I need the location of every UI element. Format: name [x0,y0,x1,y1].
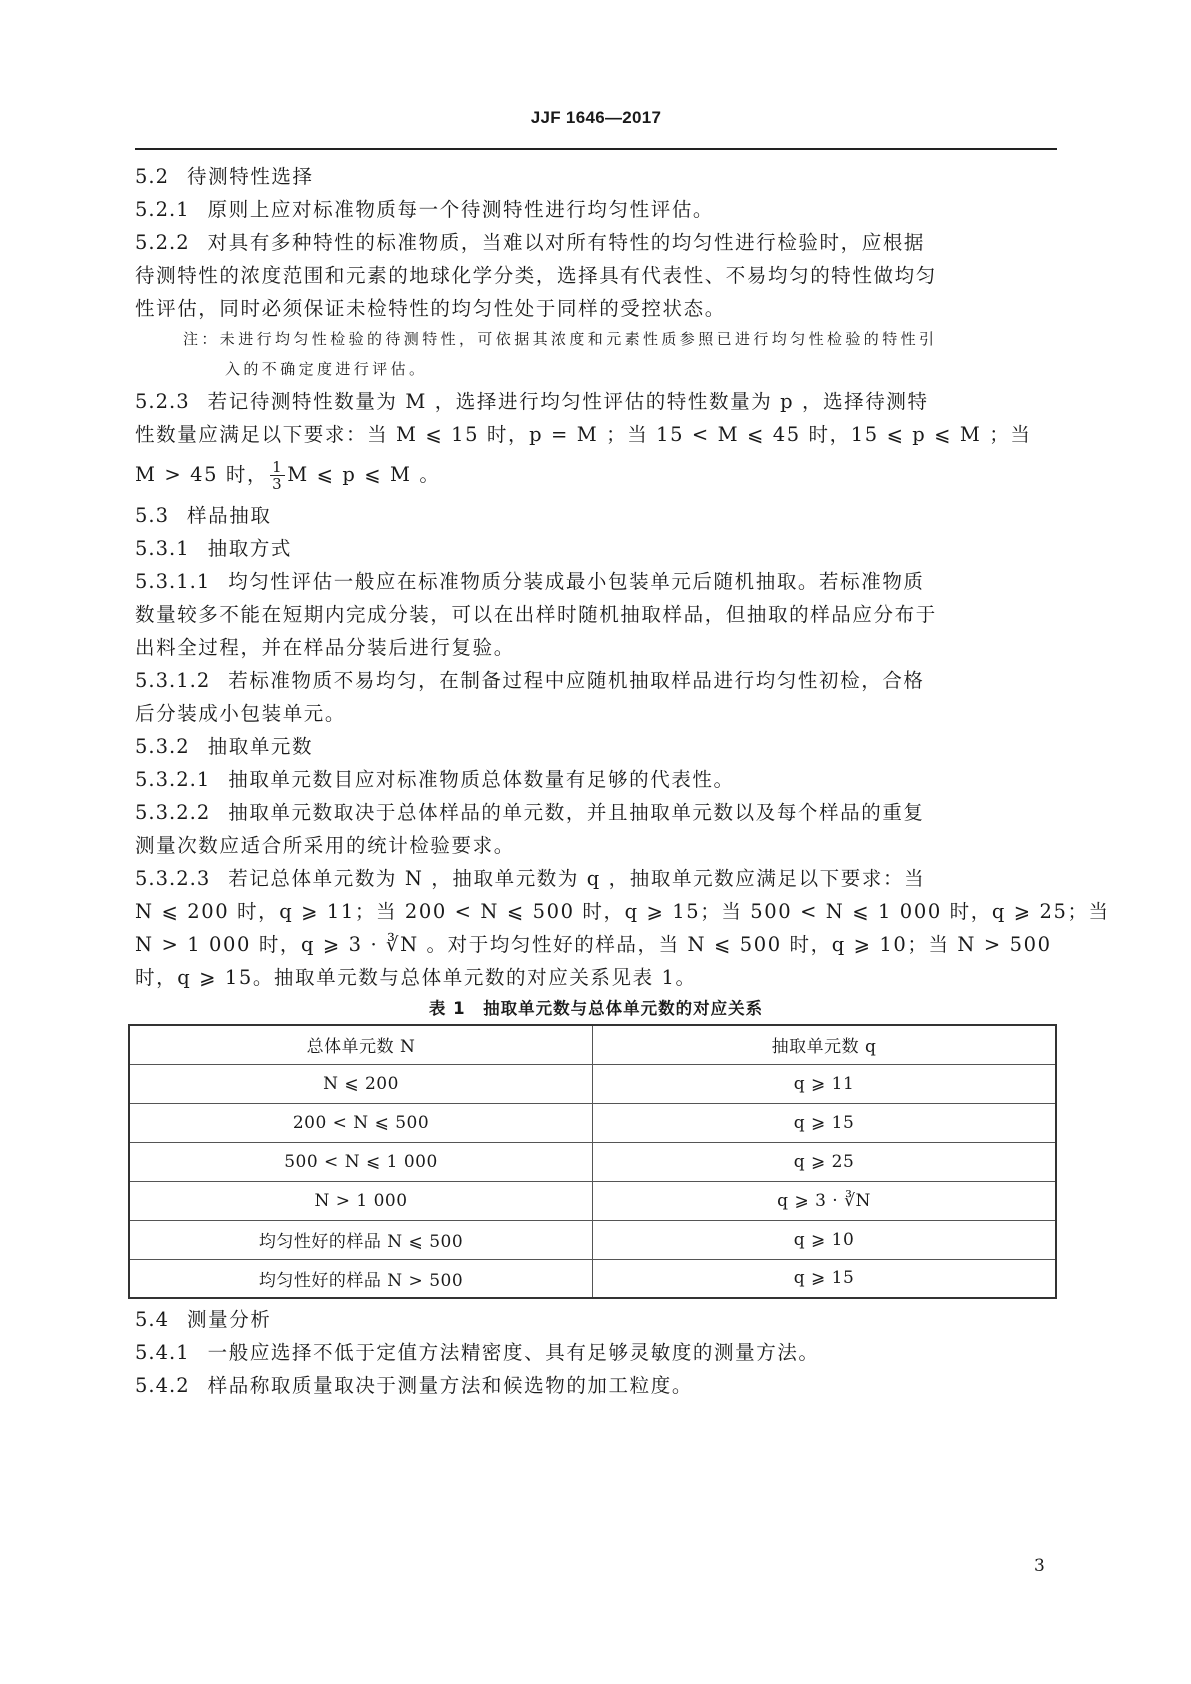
header-rule [135,148,1057,150]
document-body [135,160,1110,1402]
fraction-one-third [270,459,285,492]
clause-5-3-1-1-line3: 出料全过程，并在样品分装后进行复验。 [135,636,515,659]
clause-5-4-1 [135,1336,1057,1369]
table-row [129,1181,1056,1220]
table-cell: 均匀性好的样品 N ⩽ 500 [129,1220,593,1259]
clause-5-4-2 [135,1369,1057,1402]
section-number: 5.2 [135,165,170,188]
clause-5-3-2-3-line2: N ⩽ 200 时，q ⩾ 11；当 200 < N ⩽ 500 时，q ⩾ 15；当 500 < N ⩽ 1 000 时，q ⩾ 25；当 [135,900,1110,923]
table-row [129,1064,1056,1103]
note-line1: 注：未进行均匀性检验的待测特性，可依据其浓度和元素性质参照已进行均匀性检验的特性引 [183,330,938,348]
table-1-title: 表 1 抽取单元数与总体单元数的对应关系 [428,999,764,1018]
clause-number: 5.3.2.1 [135,768,211,791]
clause-number: 5.4.1 [135,1341,190,1364]
table-cell: N > 1 000 [129,1181,593,1220]
section-title: 测量分析 [187,1308,272,1331]
note-line2: 入的不确定度进行评估。 [225,360,428,378]
clause-text: 若标准物质不易均匀，在制备过程中应随机抽取样品进行均匀性初检，合格 [228,669,925,692]
table-cell: q ⩾ 15 [593,1259,1057,1298]
section-title: 待测特性选择 [187,165,314,188]
clause-number: 5.3.2.2 [135,801,211,824]
table-cell: N ⩽ 200 [129,1064,593,1103]
table-cell: q ⩾ 3 · ∛N [593,1181,1057,1220]
table-cell: q ⩾ 11 [593,1064,1057,1103]
clause-5-3-1-2-line2: 后分装成小包装单元。 [135,702,347,725]
clause-5-3-2-1 [135,763,1057,796]
clause-5-2-3-line2: 性数量应满足以下要求：当 M ⩽ 15 时，p = M ；当 15 < M ⩽ 45 时，15 ⩽ p ⩽ M ；当 [135,423,1032,446]
column-header-sampled-units: 抽取单元数 q [593,1025,1057,1064]
table-1 [128,1024,1057,1299]
clause-5-2-3-line1 [135,385,1057,418]
clause-text: 一般应选择不低于定值方法精密度、具有足够灵敏度的测量方法。 [207,1341,820,1364]
section-number: 5.3.1 [135,537,190,560]
subsection-heading-5-3-1 [135,532,1057,565]
clause-number: 5.3.1.2 [135,669,211,692]
clause-5-3-2-3-line4: 时，q ⩾ 15。抽取单元数与总体单元数的对应关系见表 1。 [135,966,697,989]
clause-5-3-1-1-line1 [135,565,1057,598]
table-row [129,1103,1056,1142]
clause-5-2-2-line3: 性评估，同时必须保证未检特性的均匀性处于同样的受控状态。 [135,297,726,320]
clause-text: 若记待测特性数量为 M ，选择进行均匀性评估的特性数量为 p ，选择待测特 [207,390,929,413]
fraction-numerator: 1 [272,458,284,476]
clause-5-2-2-line1 [135,226,1057,259]
clause-number: 5.2.1 [135,198,190,221]
table-row [129,1142,1056,1181]
clause-5-3-1-2-line1 [135,664,1057,697]
section-title: 抽取方式 [207,537,293,560]
clause-text: 均匀性评估一般应在标准物质分装成最小包装单元后随机抽取。若标准物质 [228,570,925,593]
section-heading-5-3 [135,499,1057,532]
section-title: 抽取单元数 [207,735,314,758]
clause-number: 5.3.2.3 [135,867,211,890]
clause-number: 5.2.3 [135,390,190,413]
page-number: 3 [1034,1556,1045,1576]
table-cell: q ⩾ 10 [593,1220,1057,1259]
section-number: 5.4 [135,1308,170,1331]
clause-text: 抽取单元数取决于总体样品的单元数，并且抽取单元数以及每个样品的重复 [228,801,925,824]
clause-number: 5.4.2 [135,1374,190,1397]
clause-5-2-2-line2: 待测特性的浓度范围和元素的地球化学分类，选择具有代表性、不易均匀的特性做均匀 [135,264,937,287]
clause-5-3-2-2-line1 [135,796,1057,829]
table-row [129,1259,1056,1298]
page-header-title: JJF 1646—2017 [530,108,662,127]
column-header-total-units: 总体单元数 N [129,1025,593,1064]
clause-number: 5.2.2 [135,231,190,254]
clause-5-2-1 [135,193,1057,226]
table-cell: 200 < N ⩽ 500 [129,1103,593,1142]
clause-number: 5.3.1.1 [135,570,211,593]
clause-text: 对具有多种特性的标准物质，当难以对所有特性的均匀性进行检验时，应根据 [207,231,926,254]
clause-5-3-2-2-line2: 测量次数应适合所采用的统计检验要求。 [135,834,515,857]
clause-5-2-3-line3 [135,451,1057,499]
clause-text: 原则上应对标准物质每一个待测特性进行均匀性评估。 [207,198,715,221]
formula-suffix: M ⩽ p ⩽ M 。 [287,463,441,486]
formula-prefix: M > 45 时， [135,463,269,486]
table-cell: q ⩾ 15 [593,1103,1057,1142]
table-cell: 均匀性好的样品 N > 500 [129,1259,593,1298]
subsection-heading-5-3-2 [135,730,1057,763]
clause-text: 若记总体单元数为 N ，抽取单元数为 q ，抽取单元数应满足以下要求：当 [228,867,926,890]
section-title: 样品抽取 [187,504,272,527]
section-heading-5-4 [135,1303,1057,1336]
clause-5-3-2-3-line3: N > 1 000 时，q ⩾ 3 · ∛N 。对于均匀性好的样品，当 N ⩽ 500 时，q ⩾ 10；当 N > 500 [135,933,1052,956]
section-heading-5-2 [135,160,1057,193]
table-header-row [129,1025,1056,1064]
clause-text: 样品称取质量取决于测量方法和候选物的加工粒度。 [207,1374,693,1397]
section-number: 5.3 [135,504,170,527]
table-cell: 500 < N ⩽ 1 000 [129,1142,593,1181]
table-row [129,1220,1056,1259]
table-cell: q ⩾ 25 [593,1142,1057,1181]
clause-5-3-1-1-line2: 数量较多不能在短期内完成分装，可以在出样时随机抽取样品，但抽取的样品应分布于 [135,603,937,626]
section-number: 5.3.2 [135,735,190,758]
fraction-denominator: 3 [272,475,284,493]
clause-text: 抽取单元数目应对标准物质总体数量有足够的代表性。 [228,768,735,791]
clause-5-3-2-3-line1 [135,862,1057,895]
